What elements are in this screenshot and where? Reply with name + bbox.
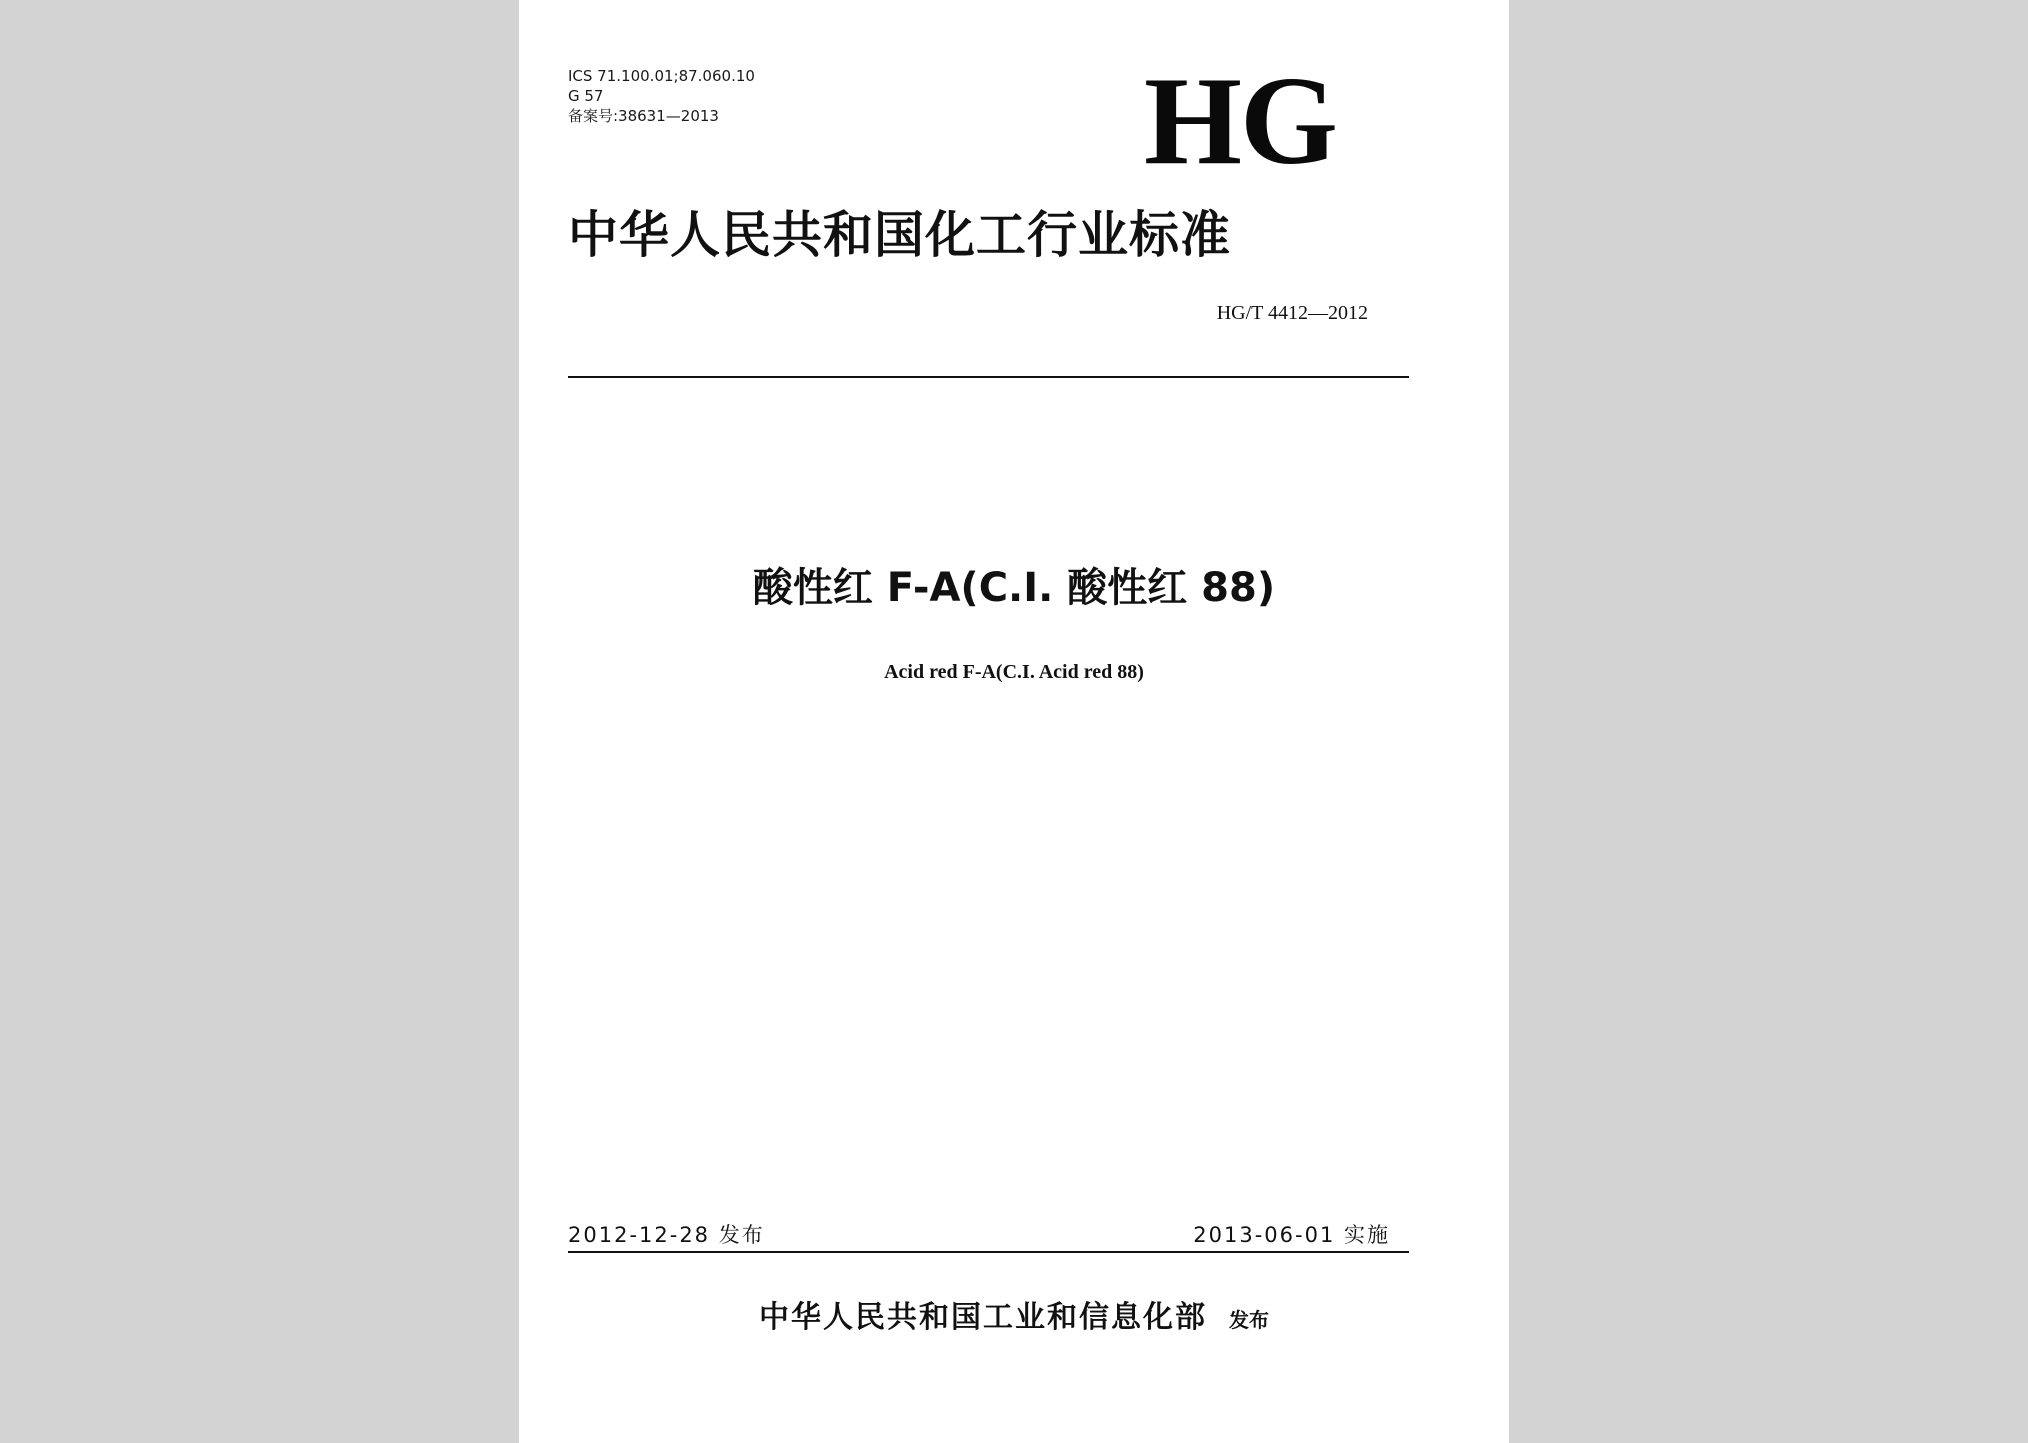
document-page	[519, 0, 1509, 1443]
publisher-name: 中华人民共和国工业和信息化部	[759, 1300, 1207, 1335]
ccs-code: G 57	[568, 87, 604, 105]
filing-number: 备案号:38631—2013	[568, 107, 719, 125]
standard-title: 中华人民共和国化工行业标准	[568, 206, 1231, 264]
publisher-suffix: 发布	[1229, 1308, 1269, 1332]
bottom-divider	[568, 1251, 1409, 1253]
classification-block	[568, 66, 755, 126]
document-title-chinese: 酸性红 F-A(C.I. 酸性红 88)	[752, 565, 1276, 611]
top-divider	[568, 376, 1409, 378]
standard-number: HG/T 4412—2012	[1216, 302, 1368, 324]
publisher-line	[519, 1296, 1509, 1342]
ics-code: ICS 71.100.01;87.060.10	[568, 67, 755, 85]
document-title-english: Acid red F-A(C.I. Acid red 88)	[884, 661, 1144, 683]
implementation-date: 2013-06-01 实施	[1193, 1223, 1390, 1247]
hg-logo: HG	[1144, 52, 1337, 191]
issue-date: 2012-12-28 发布	[568, 1223, 765, 1247]
